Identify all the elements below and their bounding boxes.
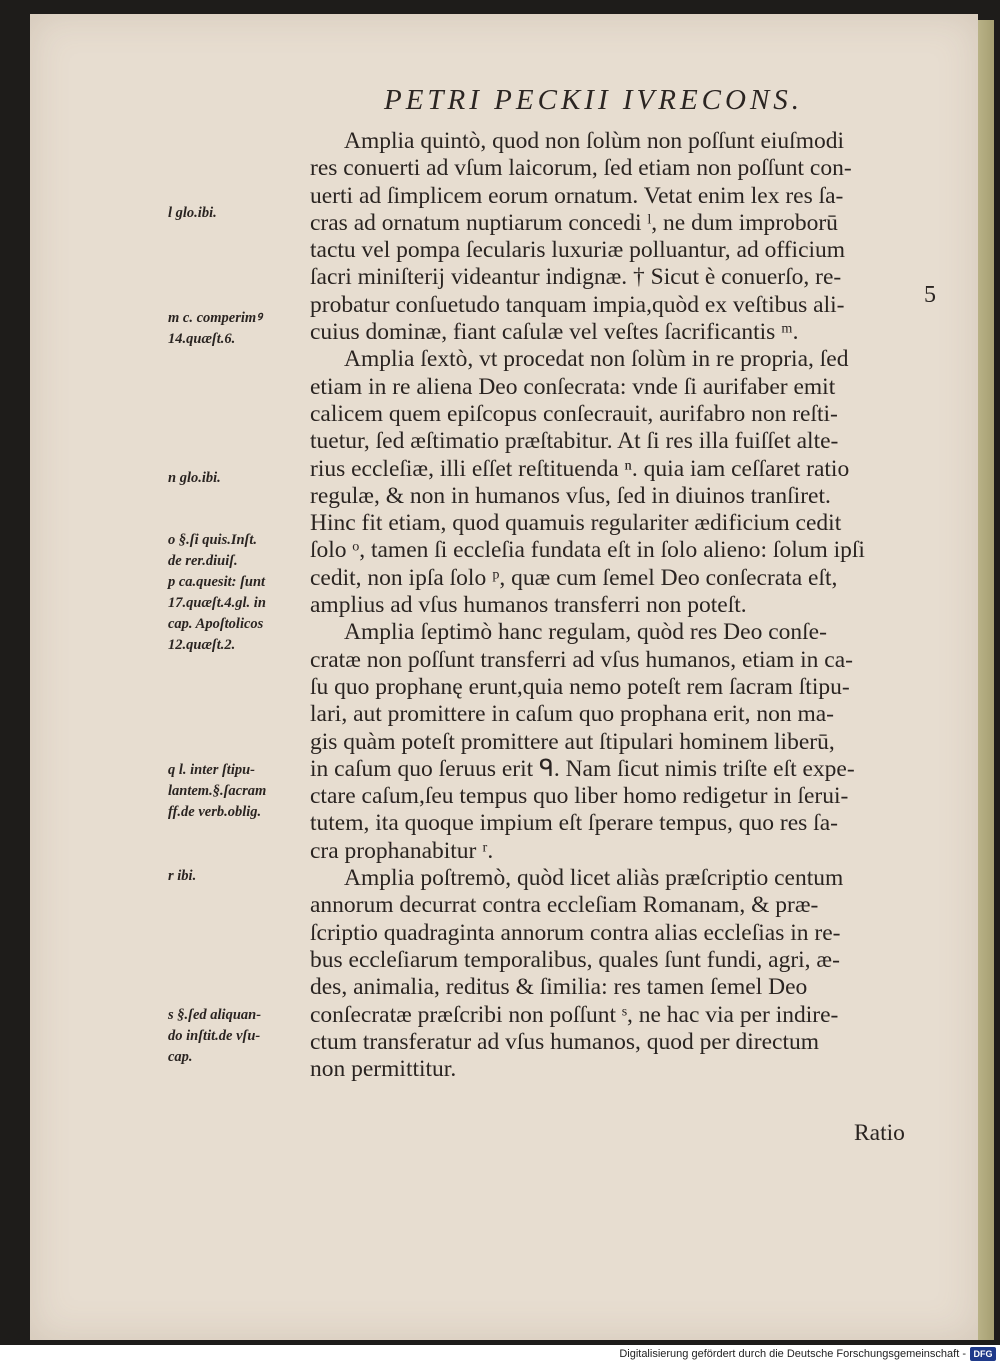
marginal-note-r	[168, 866, 196, 887]
running-head: PETRI PECKII IVRECONS.	[384, 84, 804, 116]
note-line: cap.	[168, 1049, 193, 1065]
text-line: cuius dominæ, fiant caſulæ vel veſtes ſacrificantis ᵐ.	[310, 319, 799, 346]
marginal-note-m	[168, 308, 262, 350]
dfg-logo-icon: DFG	[970, 1347, 996, 1361]
text-line: ſacri miniſterij videantur indignæ. † Sicut è conuerſo, re-	[310, 264, 842, 291]
text-line: cedit, non ipſa ſolo ᵖ, quæ cum ſemel Deo conſecrata eſt,	[310, 564, 838, 591]
text-line: non permittitur.	[310, 1056, 457, 1083]
note-line: do inſtit.de vſu-	[168, 1028, 261, 1044]
marginal-note-l	[168, 203, 217, 224]
marginal-note-o-p	[168, 530, 266, 656]
text-line: Hinc fit etiam, quod quamuis regulariter ædificium cedit	[310, 510, 842, 537]
text-line: ſcriptio quadraginta annorum contra alias eccleſias in re-	[310, 919, 841, 946]
text-line: tactu vel pompa ſecularis luxuriæ polluantur, ad officium	[310, 237, 846, 264]
note-line: s §.ſed aliquan-	[168, 1007, 262, 1023]
text-line: bus eccleſiarum temporalibus, quales ſunt fundi, agri, æ-	[310, 946, 840, 973]
folio-number: 5	[924, 282, 936, 308]
note-line: n glo.ibi.	[168, 470, 221, 486]
text-line: res conuerti ad vſum laicorum, ſed etiam non poſſunt con-	[310, 155, 852, 182]
text-line: conſecratæ præſcribi non poſſunt ˢ, ne hac via per indire-	[310, 1001, 839, 1028]
text-line: Amplia ſextò, vt procedat non ſolùm in re propria, ſed	[344, 346, 849, 373]
catchword: Ratio	[854, 1120, 905, 1146]
text-line: ſu quo prophanę erunt,quia nemo poteſt rem ſacram ſtipu-	[310, 673, 850, 700]
note-line: q l. inter ſtipu-	[168, 762, 256, 778]
text-line: ctum transferatur ad vſus humanos, quod per directum	[310, 1028, 820, 1055]
note-line: 14.quæſt.6.	[168, 331, 236, 347]
note-line: 17.quæſt.4.gl. in	[168, 595, 266, 611]
text-line: ſolo ᵒ, tamen ſi eccleſia fundata eſt in ſolo alieno: ſolum ipſi	[310, 537, 865, 564]
text-line: etiam in re aliena Deo conſecrata: vnde ſi aurifaber emit	[310, 373, 836, 400]
note-line: de rer.diuiſ.	[168, 553, 238, 569]
text-line: Amplia quintò, quod non ſolùm non poſſunt eiuſmodi	[344, 128, 845, 154]
note-line: lantem.§.ſacram	[168, 783, 267, 799]
text-line: cratæ non poſſunt transferri ad vſus humanos, etiam in ca-	[310, 646, 853, 673]
text-line: cras ad ornatum nuptiarum concedi ˡ, ne dum improborū	[310, 209, 838, 236]
body-text	[310, 128, 920, 1083]
text-line: regulæ, & non in humanos vſus, ſed in diuinos tranſiret.	[310, 482, 831, 509]
text-line: in caſum quo ſeruus erit ᑫ. Nam ſicut nimis triſte eſt expe-	[310, 755, 855, 782]
text-line: lari, aut promittere in caſum quo prophana erit, non ma-	[310, 701, 835, 728]
note-line: ff.de verb.oblig.	[168, 804, 262, 820]
text-line: rius eccleſiæ, illi eſſet reſtituenda ⁿ. quia iam ceſſaret ratio	[310, 455, 850, 482]
note-line: r ibi.	[168, 868, 197, 884]
text-line: uerti ad ſimplicem eorum ornatum. Vetat enim lex res ſa-	[310, 182, 844, 209]
text-line: annorum decurrat contra eccleſiam Romanam, & præ-	[310, 892, 819, 919]
footer-credit: Digitalisierung gefördert durch die Deutsche Forschungsgemeinschaft -	[619, 1348, 966, 1360]
note-line: cap. Apoſtolicos	[168, 616, 264, 632]
text-line: cra prophanabitur ʳ.	[310, 837, 494, 864]
marginal-note-s	[168, 1005, 261, 1068]
text-line: gis quàm poteſt promittere aut ſtipulari hominem liberū,	[310, 728, 835, 755]
note-line: m c. comperimꝰ	[168, 310, 262, 326]
text-line: des, animalia, reditus & ſimilia: res tamen ſemel Deo	[310, 974, 808, 1001]
text-line: amplius ad vſus humanos transferri non poteſt.	[310, 592, 747, 619]
note-line: o §.ſi quis.Inſt.	[168, 532, 258, 548]
marginal-note-q	[168, 760, 266, 823]
text-line: tutem, ita quoque impium eſt ſperare tempus, quo res ſa-	[310, 810, 838, 837]
text-line: probatur conſuetudo tanquam impia,quòd ex veſtibus ali-	[310, 291, 845, 318]
note-line: 12.quæſt.2.	[168, 637, 236, 653]
text-line: tuetur, ſed æſtimatio præſtabitur. At ſi res illa fuiſſet alte-	[310, 428, 839, 455]
marginal-note-n	[168, 468, 221, 489]
text-line: Amplia poſtremò, quòd licet aliàs præſcriptio centum	[344, 865, 844, 892]
note-line: p ca.quesit: ſunt	[168, 574, 266, 590]
text-line: calicem quem epiſcopus conſecrauit, aurifabro non reſti-	[310, 400, 838, 427]
text-line: ctare caſum,ſeu tempus quo liber homo redigetur in ſerui-	[310, 783, 849, 810]
note-line: l glo.ibi.	[168, 205, 217, 221]
text-line: Amplia ſeptimò hanc regulam, quòd res Deo conſe-	[344, 619, 827, 646]
